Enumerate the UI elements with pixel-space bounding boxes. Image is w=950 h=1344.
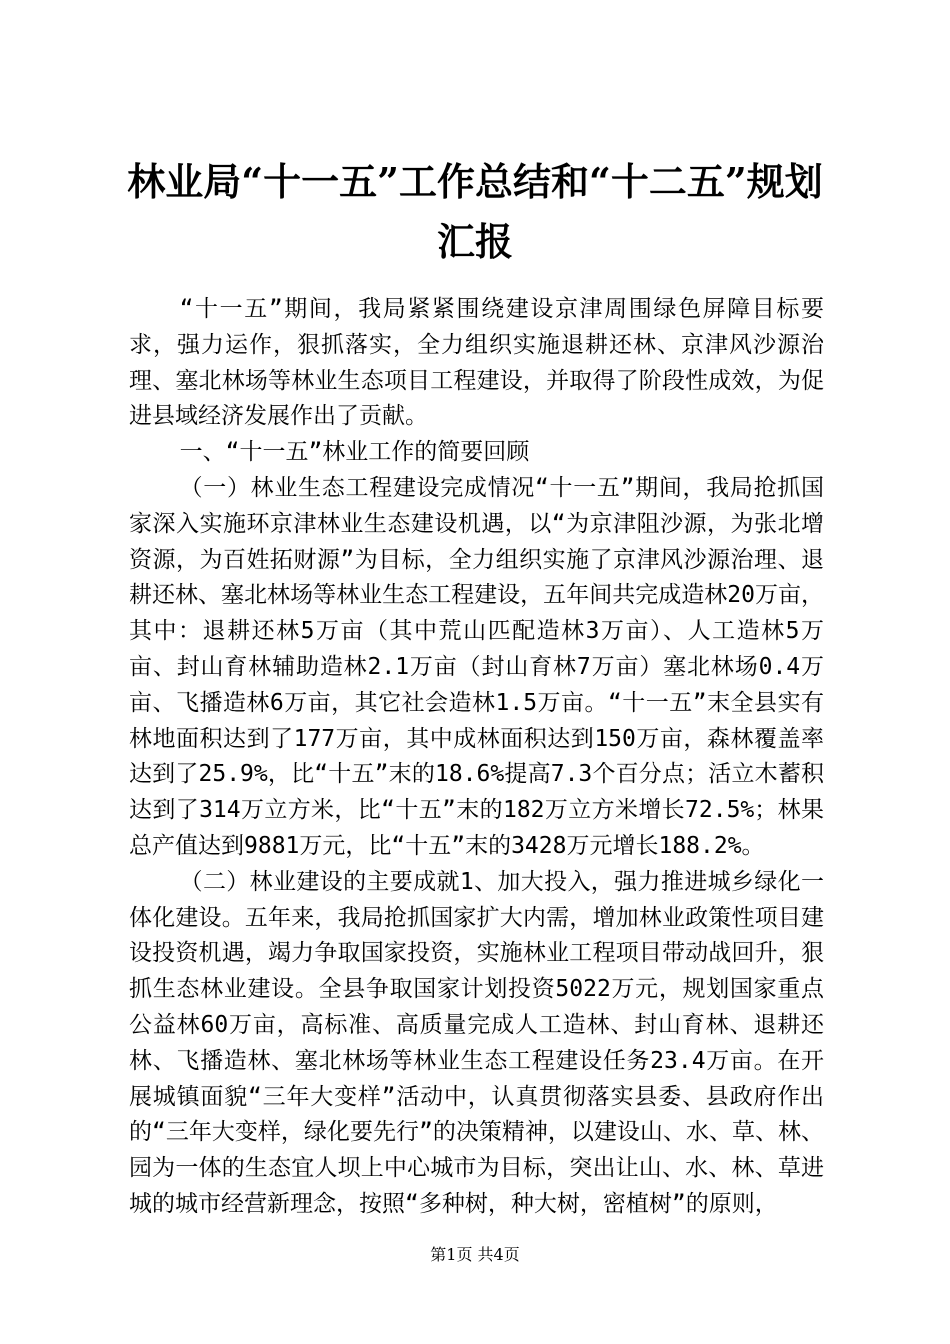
document-title-line-1: 林业局“十一五”工作总结和“十二五”规划 (127, 159, 823, 204)
intro-paragraph: “十一五”期间，我局紧紧围绕建设京津周围绿色屏障目标要求，强力运作，狠抓落实，全力组织实施退耕还林、京津风沙源治理、塞北林场等林业生态项目工程建设，并取得了阶段性成效，为促进县域经济发展作出了贡献。 (129, 296, 824, 430)
section-heading: 一、“十一五”林业工作的简要回顾 (179, 439, 530, 466)
document-body (129, 292, 824, 1223)
document-title-line-2: 汇报 (436, 219, 513, 264)
page-number-footer: 第1页 共4页 (430, 1245, 520, 1264)
paragraph-main-achievements: （二）林业建设的主要成就1、加大投入，强力推进城乡绿化一体化建设。五年来，我局抢抓国家扩大内需，增加林业政策性项目建设投资机遇，竭力争取国家投资，实施林业工程项目带动战回升，狠抓生态林业建设。全县争取国家计划投资5022万元，规划国家重点公益林60万亩，高标准、高质量完成人工造林、封山育林、退耕还林、飞播造林、塞北林场等林业生态工程建设任务23.4万亩。在开展城镇面貌“三年大变样”活动中，认真贯彻落实县委、县政府作出的“三年大变样，绿化要先行”的决策精神，以建设山、水、草、林、园为一体的生态宜人坝上中心城市为目标，突出让山、水、林、草进城的城市经营新理念，按照“多种树，种大树，密植树”的原则， (129, 868, 824, 1217)
paragraph-ecological-projects: （一）林业生态工程建设完成情况“十一五”期间，我局抢抓国家深入实施环京津林业生态建设机遇，以“为京津阻沙源，为张北增资源，为百姓拓财源”为目标，全力组织实施了京津风沙源治理、退耕还林、塞北林场等林业生态工程建设，五年间共完成造林20万亩，其中：退耕还林5万亩（其中荒山匹配造林3万亩）、人工造林5万亩、封山育林辅助造林2.1万亩（封山育林7万亩）塞北林场0.4万亩、飞播造林6万亩，其它社会造林1.5万亩。“十一五”末全县实有林地面积达到了177万亩，其中成林面积达到150万亩，森林覆盖率达到了25.9%，比“十五”末的18.6%提高7.3个百分点；活立木蓄积达到了314万立方米，比“十五”末的182万立方米增长72.5%；林果总产值达到9881万元，比“十五”末的3428万元增长188.2%。 (129, 474, 824, 859)
